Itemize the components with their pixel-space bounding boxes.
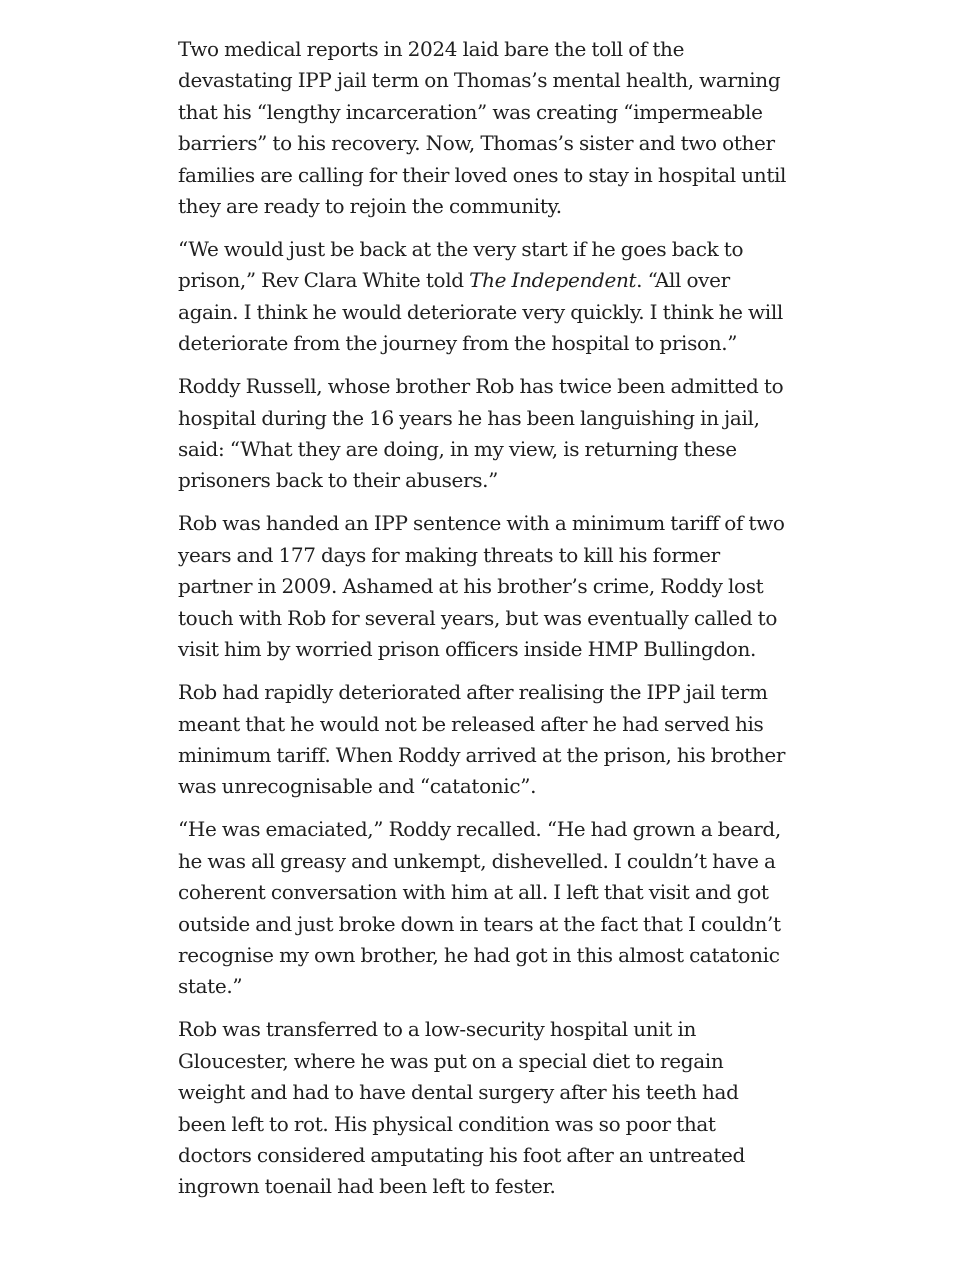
article-paragraph-2 [178, 234, 790, 360]
article-paragraph-7: Rob was transferred to a low-security hospital unit in Gloucester, where he was put on a special diet to regain weight and had to have dental surgery after his teeth had been left to rot. His physical condition was so poor that doctors considered amputating his foot after an untreated ingrown toenail had been left to fester. [178, 1017, 745, 1199]
quote-text-before: “We would just be back at the very start if he goes back to prison,” Rev Clara White told [178, 237, 744, 293]
article-paragraph-4: Rob was handed an IPP sentence with a minimum tariff of two years and 177 days for making threats to kill his former partner in 2009. Ashamed at his brother’s crime, Roddy lost touch with Rob for several years, but was eventually called to visit him by worried prison officers inside HMP Bullingdon. [178, 511, 785, 662]
article-paragraph-1: Two medical reports in 2024 laid bare the toll of the devastating IPP jail term on Thomas’s mental health, warning that his “lengthy incarceration” was creating “impermeable barriers” to his recovery. Now, Thomas’s sister and two other families are calling for their loved ones to stay in hospital until they are ready to rejoin the community. [178, 37, 787, 219]
publication-name: The Independent [469, 268, 637, 293]
article-paragraph-6: “He was emaciated,” Roddy recalled. “He had grown a beard, he was all greasy and unkempt, dishevelled. I couldn’t have a coherent conversation with him at all. I left that visit and got outside and just broke down in tears at the fact that I couldn’t recognise my own brother, he had got in this almost catatonic state.” [178, 817, 781, 999]
quote-text-after: . “All over again. I think he would deteriorate very quickly. I think he will deteriorate from the journey from the hospital to prison.” [178, 268, 783, 356]
article-paragraph-3: Roddy Russell, whose brother Rob has twice been admitted to hospital during the 16 years he has been languishing in jail, said: “What they are doing, in my view, is returning these prisoners back to their abusers.” [178, 374, 784, 493]
article-body [178, 34, 790, 1214]
article-paragraph-5: Rob had rapidly deteriorated after realising the IPP jail term meant that he would not be released after he had served his minimum tariff. When Roddy arrived at the prison, his brother was unrecognisable and “catatonic”. [178, 680, 786, 799]
